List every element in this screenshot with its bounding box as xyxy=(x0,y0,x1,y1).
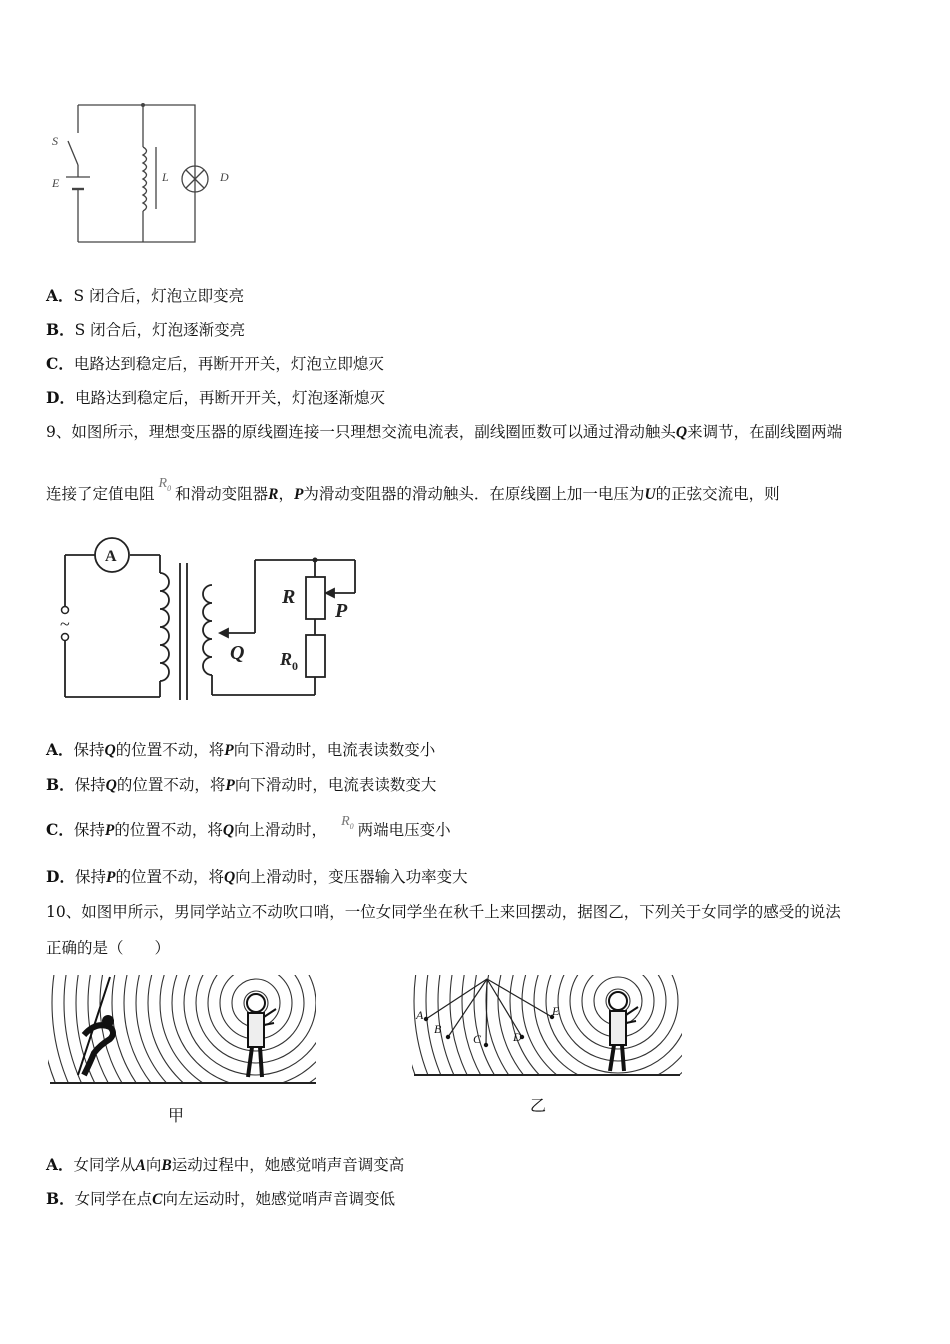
fig1-label-d: D xyxy=(220,170,229,184)
option-text: 两端电压变小 xyxy=(357,821,451,839)
point-d: D xyxy=(513,1030,522,1044)
option-text: 保持 xyxy=(73,821,105,839)
option-text: 女同学在点 xyxy=(74,1190,153,1208)
r0-letter: R xyxy=(341,814,350,829)
stem-text: 来调节，在副线圈两端 xyxy=(687,423,843,441)
var: A xyxy=(135,1157,146,1174)
var-p: P xyxy=(293,486,304,503)
point-a: A xyxy=(416,1008,424,1022)
var: C xyxy=(152,1191,163,1208)
var-u: U xyxy=(644,486,656,503)
option-text: 向下滑动时，电流表读数变大 xyxy=(234,776,437,794)
option-text: 电路达到稳定后，再断开开关，灯泡立即熄灭 xyxy=(73,355,384,373)
point-b: B xyxy=(434,1022,442,1036)
option-letter: A． xyxy=(46,740,74,759)
var: Q xyxy=(223,869,236,886)
stem-text: 的正弦交流电，则 xyxy=(655,485,780,503)
r0-subscript: 0 xyxy=(349,821,354,831)
stem-text: 和滑动变阻器 xyxy=(175,485,269,503)
var-r: R xyxy=(268,486,279,503)
q9-option-a xyxy=(46,740,435,761)
stem-text: 为滑动变阻器的滑动触头．在原线圈上加一电压为 xyxy=(303,485,645,503)
option-letter: C． xyxy=(46,820,74,839)
option-text: S 闭合后，灯泡立即变亮 xyxy=(73,287,245,305)
fig2-label-r: R xyxy=(282,586,296,608)
var: P xyxy=(104,822,115,839)
option-text: 保持 xyxy=(73,741,105,759)
var: Q xyxy=(105,777,117,794)
option-text: 保持 xyxy=(74,776,106,794)
fig2-tilde: ~ xyxy=(60,614,70,634)
option-text: S 闭合后，灯泡逐渐变亮 xyxy=(74,321,246,339)
q9-stem-line2 xyxy=(46,476,780,511)
stem-text: ， xyxy=(278,485,294,503)
q8-option-b xyxy=(46,320,245,340)
stem-text: 连接了定值电阻 xyxy=(46,485,155,503)
option-text: 的位置不动，将 xyxy=(116,776,226,794)
option-text: 女同学从 xyxy=(73,1156,136,1174)
option-text: 向左运动时，她感觉哨声音调变低 xyxy=(162,1190,395,1208)
fig2-ammeter-label: A xyxy=(105,548,117,565)
symbol-r0 xyxy=(159,476,172,491)
fig1-label-e: E xyxy=(52,176,60,190)
q9-option-c xyxy=(46,814,451,847)
r0-letter: R xyxy=(280,649,293,669)
fig2-label-q: Q xyxy=(230,642,245,664)
q9-option-b xyxy=(46,775,436,796)
option-text: 的位置不动，将 xyxy=(115,741,225,759)
q10-option-b xyxy=(46,1189,395,1210)
q8-option-a xyxy=(46,286,244,306)
q9-option-d xyxy=(46,867,468,888)
fig2-label-r0 xyxy=(279,649,298,673)
var-q: Q xyxy=(675,424,688,441)
figure-doppler-left xyxy=(48,975,318,1090)
var: Q xyxy=(104,742,116,759)
point-e: E xyxy=(552,1004,560,1018)
option-text: 向下滑动时，电流表读数变小 xyxy=(233,741,436,759)
point-c: C xyxy=(473,1032,482,1046)
option-letter: D． xyxy=(46,388,75,407)
option-text: 的位置不动，将 xyxy=(115,868,224,886)
q10-option-a xyxy=(46,1155,404,1176)
option-letter: B． xyxy=(46,1189,75,1208)
option-letter: B． xyxy=(46,775,75,794)
var: P xyxy=(224,742,234,759)
var: P xyxy=(105,869,116,886)
option-text: 的位置不动，将 xyxy=(114,821,223,839)
r0-letter: R xyxy=(158,476,168,491)
option-text: 运动过程中，她感觉哨声音调变高 xyxy=(171,1156,405,1174)
var: Q xyxy=(222,822,235,839)
option-letter: D． xyxy=(46,867,75,886)
q9-stem-line1 xyxy=(46,422,842,443)
fig2-label-p: P xyxy=(335,600,348,622)
stem-text: 9、如图所示，理想变压器的原线圈连接一只理想交流电流表，副线圈匝数可以通过滑动触头 xyxy=(46,423,676,441)
r0-subscript: 0 xyxy=(167,483,172,493)
option-letter: B． xyxy=(46,320,75,339)
q8-option-c xyxy=(46,354,384,374)
q10-stem-line1: 10、如图甲所示，男同学站立不动吹口哨，一位女同学坐在秋千上来回摆动，据图乙，下列关于女同学的感受的说法 xyxy=(46,903,841,921)
option-text: 向上滑动时，变压器输入功率变大 xyxy=(235,868,468,886)
caption-jia: 甲 xyxy=(168,1106,185,1125)
figure-transformer-circuit xyxy=(50,535,370,705)
option-text: 电路达到稳定后，再断开开关，灯泡逐渐熄灭 xyxy=(74,389,385,407)
option-text: 保持 xyxy=(74,868,106,886)
option-letter: C． xyxy=(46,354,74,373)
option-letter: A． xyxy=(46,1155,74,1174)
caption-yi: 乙 xyxy=(530,1096,547,1115)
fig1-label-s: S xyxy=(52,134,58,148)
fig1-label-l: L xyxy=(162,170,169,184)
r0-subscript: 0 xyxy=(292,659,299,673)
figure-inductor-circuit xyxy=(40,95,250,255)
var: P xyxy=(225,777,235,794)
symbol-r0 xyxy=(341,814,354,829)
q8-option-d xyxy=(46,388,385,408)
option-text: 向上滑动时， xyxy=(234,821,328,839)
option-letter: A． xyxy=(46,286,74,305)
var: B xyxy=(161,1157,172,1174)
option-text: 向 xyxy=(145,1156,162,1174)
figure-doppler-right xyxy=(412,975,684,1085)
q10-stem-line2: 正确的是（ ） xyxy=(46,939,171,957)
